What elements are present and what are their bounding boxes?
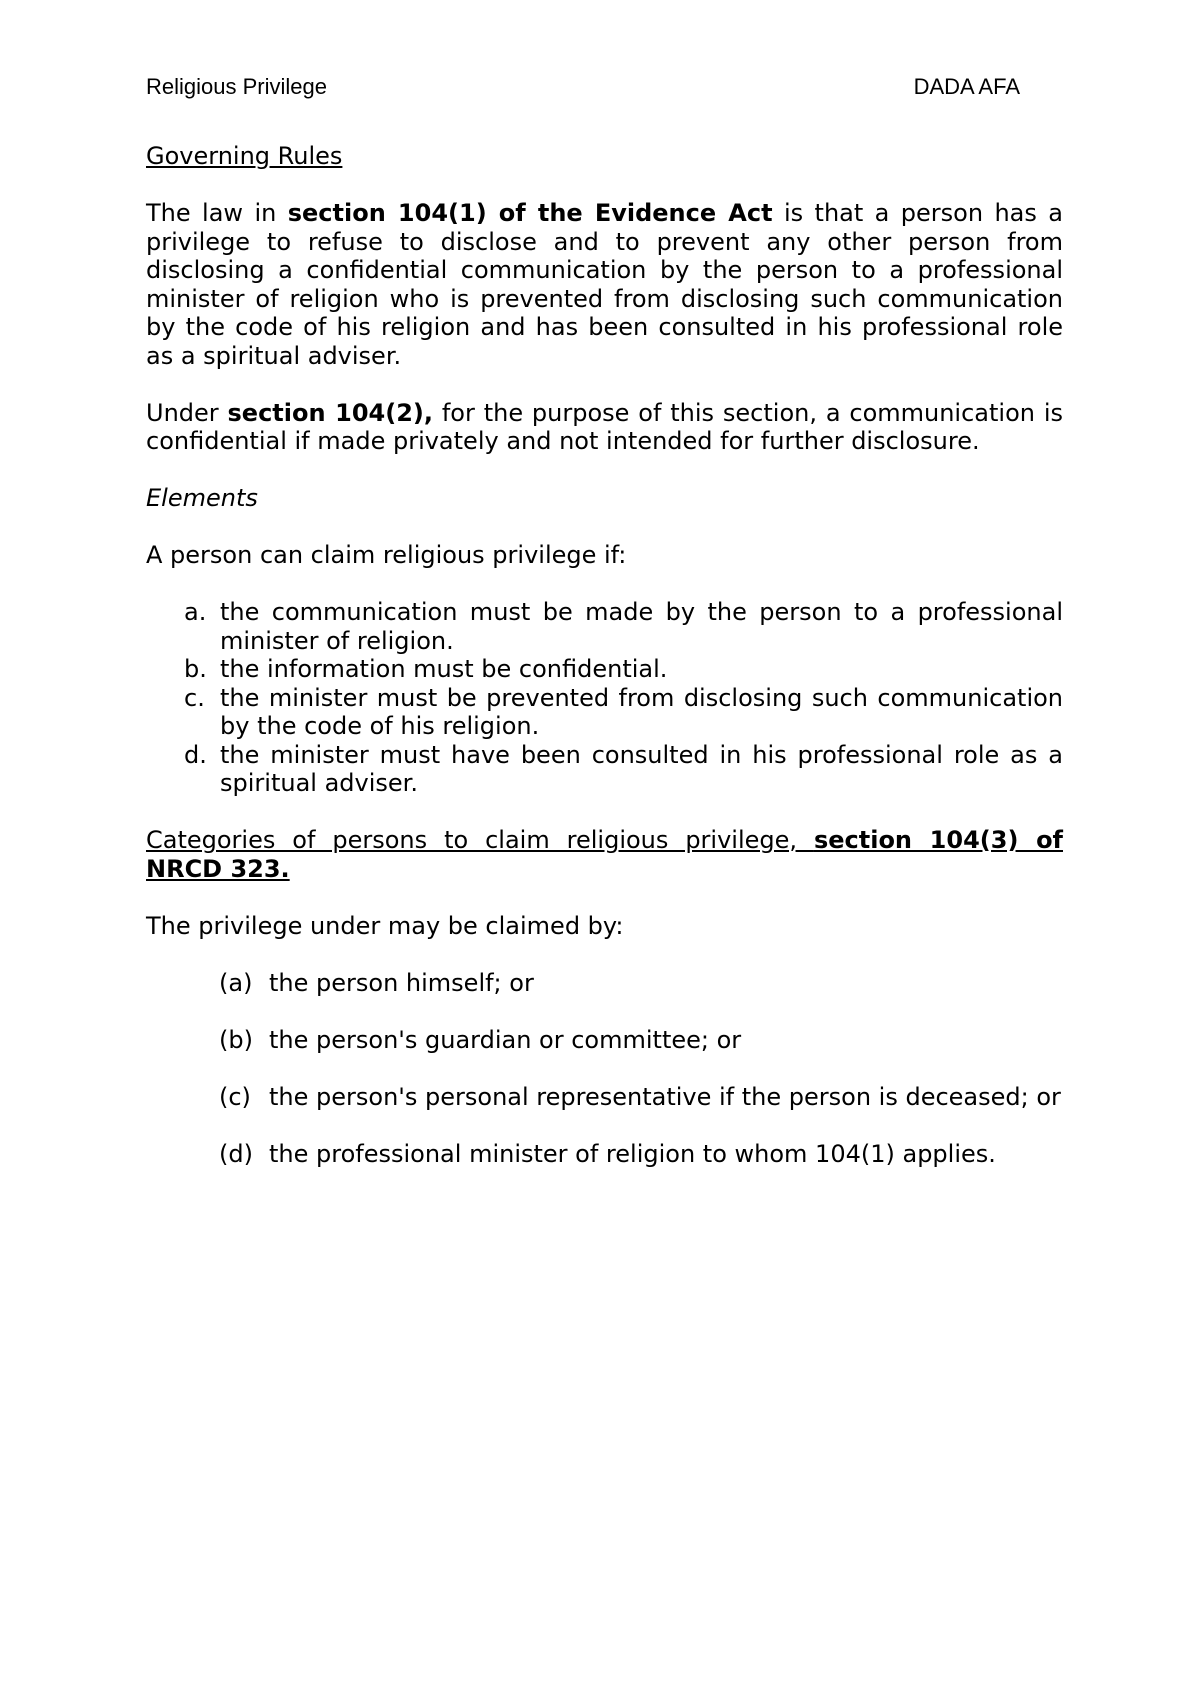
page-header: [146, 74, 1020, 104]
document-title: Religious Privilege: [146, 74, 327, 99]
list-item: (a) the person himself; or: [219, 968, 534, 997]
list-item: c. the minister must be prevented from disclosing such communication by the code of his religion.: [184, 683, 1063, 740]
elements-list: [146, 598, 1063, 798]
list-item: d. the minister must have been consulted in his professional role as a spiritual adviser.: [184, 740, 1063, 797]
elements-heading: Elements: [146, 484, 258, 512]
list-item: b. the information must be confidential.: [184, 655, 668, 683]
governing-rules-heading: Governing Rules: [146, 142, 343, 170]
document-body: [146, 142, 1063, 1168]
governing-paragraph-1: The law in section 104(1) of the Evidence Act is that a person has a privilege to refuse to disclose and to prevent any other person from disclosing a confidential communication by the person to a professional minister of religion who is prevented from disclosing such communication by the code of his religion and has been consulted in his professional role as a spiritual adviser.: [146, 199, 1063, 370]
categories-list: [146, 969, 1063, 1169]
list-item: (d) the professional minister of religion to whom 104(1) applies.: [219, 1139, 996, 1168]
categories-heading: Categories of persons to claim religious privilege, section 104(3) of NRCD 323.: [146, 826, 1063, 883]
elements-intro: A person can claim religious privilege if:: [146, 541, 627, 569]
categories-intro: The privilege under may be claimed by:: [146, 911, 624, 940]
list-item: (b) the person's guardian or committee; or: [219, 1025, 742, 1054]
governing-paragraph-2: Under section 104(2), for the purpose of this section, a communication is confidential if made privately and not intended for further disclosure.: [146, 398, 1063, 455]
list-item: a. the communication must be made by the person to a professional minister of religion.: [184, 598, 1063, 655]
document-author: DADA AFA: [913, 74, 1020, 99]
list-item: (c) the person's personal representative if the person is deceased; or: [219, 1082, 1061, 1111]
